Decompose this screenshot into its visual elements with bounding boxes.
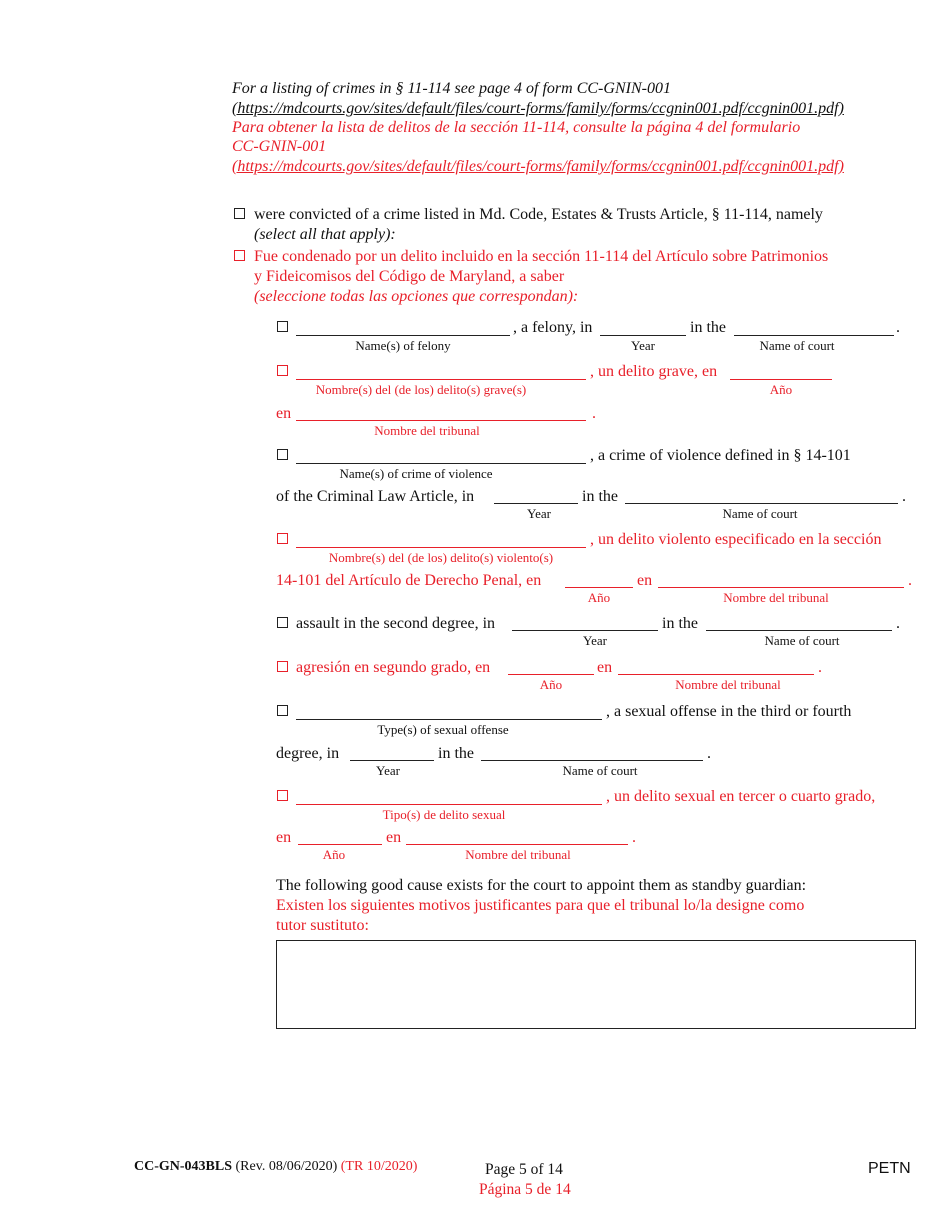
violence-court-field[interactable] — [625, 503, 898, 504]
sexual-es-type-field[interactable] — [296, 804, 602, 805]
felony-name-field[interactable] — [296, 335, 510, 336]
violence-es-court-field[interactable] — [658, 587, 904, 588]
assault-court-label: Name of court — [764, 633, 840, 648]
violence-court-label: Name of court — [722, 506, 798, 521]
assault-year-label: Year — [583, 633, 607, 648]
good-cause-textarea[interactable] — [276, 940, 916, 1029]
felony-period: . — [896, 319, 900, 336]
felony-in-the: in the — [690, 319, 726, 336]
sexual-court-field[interactable] — [481, 760, 703, 761]
assault-period: . — [896, 615, 900, 632]
violence-name-label: Name(s) of crime of violence — [339, 466, 493, 481]
sexual-es-court-label: Nombre del tribunal — [465, 847, 571, 862]
sexual-es-en-1: en — [276, 829, 292, 846]
felony-court-label: Name of court — [759, 338, 835, 353]
felony-court-field[interactable] — [734, 335, 894, 336]
form-translation-rev: (TR 10/2020) — [340, 1159, 418, 1174]
assault-text: assault in the second degree, in — [296, 615, 496, 632]
sexual-type-field[interactable] — [296, 719, 602, 720]
felony-text: , a felony, in — [513, 319, 593, 336]
assault-es-text: agresión en segundo grado, en — [296, 659, 491, 676]
sexual-text: , a sexual offense in the third or fourth — [606, 703, 852, 720]
violence-name-field[interactable] — [296, 463, 586, 464]
sexual-es-type-label: Tipo(s) de delito sexual — [382, 807, 506, 822]
good-cause-value — [277, 941, 915, 953]
intro-es-line: Para obtener la lista de delitos de la sección 11-114, consulte la página 4 del formulario — [232, 119, 801, 136]
assault-es-year-field[interactable] — [508, 674, 594, 675]
felony-name-label: Name(s) of felony — [355, 338, 451, 353]
sexual-es-text: , un delito sexual en tercer o cuarto grado, — [606, 788, 876, 805]
violence-year-field[interactable] — [494, 503, 578, 504]
felony-es-name-field[interactable] — [296, 379, 586, 380]
intro-es-line2: CC-GNIN-001 — [232, 138, 327, 155]
sexual-es-en-2: en — [386, 829, 402, 846]
assault-es-court-label: Nombre del tribunal — [675, 677, 781, 692]
sexual-year-field[interactable] — [350, 760, 434, 761]
good-cause-es-label: Existen los siguientes motivos justificantes para que el tribunal lo/la designe como — [276, 897, 805, 914]
violence-period: . — [902, 488, 906, 505]
form-id: CC-GN-043BLS — [134, 1159, 233, 1174]
sexual-es-year-label: Año — [322, 847, 346, 862]
convicted-es-text: Fue condenado por un delito incluido en la sección 11-114 del Artículo sobre Patrimonios — [254, 248, 829, 265]
sexual-period: . — [707, 745, 711, 762]
sexual-es-year-field[interactable] — [298, 844, 382, 845]
convicted-en-text: were convicted of a crime listed in Md. Code, Estates & Trusts Article, § 11-114, namely — [254, 206, 823, 223]
convicted-en-instruction: (select all that apply): — [254, 226, 396, 243]
good-cause-es-label-2: tutor sustituto: — [276, 917, 369, 934]
assault-court-field[interactable] — [706, 630, 892, 631]
form-revision: (Rev. 08/06/2020) — [235, 1159, 338, 1174]
sexual-in-the: in the — [438, 745, 474, 762]
page-number-en: Page 5 of 14 — [485, 1161, 563, 1178]
assault-es-court-field[interactable] — [618, 674, 814, 675]
violence-es-name-field[interactable] — [296, 547, 586, 548]
violence-es-checkbox[interactable] — [277, 533, 288, 544]
felony-es-court-field[interactable] — [296, 420, 586, 421]
good-cause-en-label: The following good cause exists for the court to appoint them as standby guardian: — [276, 877, 807, 894]
felony-es-year-field[interactable] — [730, 379, 832, 380]
assault-in-the: in the — [662, 615, 698, 632]
assault-es-checkbox[interactable] — [277, 661, 288, 672]
violence-es-year-field[interactable] — [565, 587, 633, 588]
violence-es-text-2: 14-101 del Artículo de Derecho Penal, en — [276, 572, 542, 589]
form-footer-id — [134, 1158, 417, 1175]
violence-es-court-label: Nombre del tribunal — [723, 590, 829, 605]
intro-es-url-link[interactable]: (https://mdcourts.gov/sites/default/files/court-forms/family/forms/ccgnin001.pdf/ccgnin001.pdf) — [232, 158, 844, 175]
intro-en-line: For a listing of crimes in § 11-114 see page 4 of form CC-GNIN-001 — [232, 80, 671, 97]
assault-es-en: en — [597, 659, 613, 676]
felony-year-field[interactable] — [600, 335, 686, 336]
violence-in-the: in the — [582, 488, 618, 505]
assault-es-period: . — [818, 659, 822, 676]
assault-year-field[interactable] — [512, 630, 658, 631]
assault-checkbox[interactable] — [277, 617, 288, 628]
sexual-es-period: . — [632, 829, 636, 846]
felony-year-label: Year — [631, 338, 655, 353]
felony-es-en: en — [276, 405, 292, 422]
sexual-es-court-field[interactable] — [406, 844, 628, 845]
convicted-es-checkbox[interactable] — [234, 250, 245, 261]
sexual-type-label: Type(s) of sexual offense — [377, 722, 509, 737]
sexual-year-label: Year — [376, 763, 400, 778]
felony-es-text: , un delito grave, en — [590, 363, 718, 380]
felony-es-court-label: Nombre del tribunal — [374, 423, 480, 438]
page-number-es: Página 5 de 14 — [479, 1181, 571, 1198]
felony-es-year-label: Año — [769, 382, 793, 397]
felony-es-period: . — [592, 405, 596, 422]
violence-checkbox[interactable] — [277, 449, 288, 460]
felony-es-checkbox[interactable] — [277, 365, 288, 376]
violence-es-text: , un delito violento especificado en la sección — [590, 531, 882, 548]
violence-text: , a crime of violence defined in § 14-101 — [590, 447, 851, 464]
sexual-checkbox[interactable] — [277, 705, 288, 716]
convicted-es-text-2: y Fideicomisos del Código de Maryland, a saber — [254, 268, 565, 285]
violence-es-en: en — [637, 572, 653, 589]
intro-en-url-link[interactable]: (https://mdcourts.gov/sites/default/files/court-forms/family/forms/ccgnin001.pdf/ccgnin001.pdf) — [232, 100, 844, 117]
sexual-court-label: Name of court — [562, 763, 638, 778]
violence-es-name-label: Nombre(s) del (de los) delito(s) violento(s) — [328, 550, 554, 565]
violence-year-label: Year — [527, 506, 551, 521]
violence-text-2: of the Criminal Law Article, in — [276, 488, 475, 505]
violence-es-period: . — [908, 572, 912, 589]
sexual-es-checkbox[interactable] — [277, 790, 288, 801]
violence-es-year-label: Año — [587, 590, 611, 605]
convicted-checkbox[interactable] — [234, 208, 245, 219]
felony-checkbox[interactable] — [277, 321, 288, 332]
sexual-text-2: degree, in — [276, 745, 340, 762]
convicted-es-instruction: (seleccione todas las opciones que correspondan): — [254, 288, 579, 305]
felony-es-name-label: Nombre(s) del (de los) delito(s) grave(s) — [315, 382, 527, 397]
form-code: PETN — [868, 1160, 911, 1177]
assault-es-year-label: Año — [539, 677, 563, 692]
